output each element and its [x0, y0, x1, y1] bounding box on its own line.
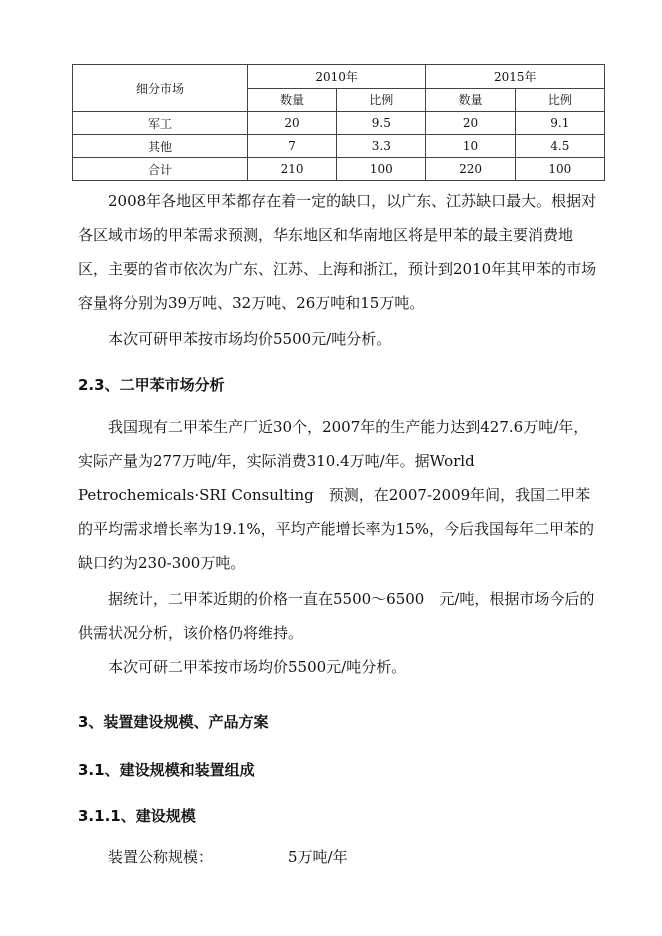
paragraph-toluene-demand: 2008年各地区甲苯都存在着一定的缺口，以广东、江苏缺口最大。根据对各区域市场的甲苯需求预测，华东地区和华南地区将是甲苯的最主要消费地区，主要的省市依次为广东、江苏、上海和浙江，预计到2010年其甲苯的市场容量将分别为39万吨、32万吨、26万吨和15万吨。	[78, 192, 597, 312]
table-row	[73, 112, 605, 135]
section-heading-3-1: 3.1、建设规模和装置组成	[78, 761, 255, 779]
table-cell: 210	[247, 158, 336, 181]
paragraph-xylene-capacity: 我国现有二甲苯生产厂近30个，2007年的生产能力达到427.6万吨/年，实际产量为277万吨/年，实际消费310.4万吨/年。据World Petrochemicals·SRI Consulting 预测，在2007-2009年间，我国二甲苯的平均需求增长率为19.1%，平均产能增长率为15%，今后我国每年二甲苯的缺口约为230-300万吨。	[78, 418, 594, 572]
market-segment-table	[72, 64, 605, 181]
sub-header-ratio: 比例	[515, 88, 604, 112]
section-heading-2-3: 2.3、二甲苯市场分析	[78, 376, 225, 394]
row-label: 军工	[73, 112, 248, 135]
table-cell: 10	[426, 135, 515, 158]
table-cell: 20	[426, 112, 515, 135]
year-header-2010: 2010年	[247, 65, 426, 89]
sub-header-quantity: 数量	[247, 88, 336, 112]
table-cell: 100	[337, 158, 426, 181]
table-row	[73, 158, 605, 181]
table-row	[73, 135, 605, 158]
table-cell: 9.5	[337, 112, 426, 135]
table-cell: 3.3	[337, 135, 426, 158]
table-cell: 9.1	[515, 112, 604, 135]
sub-header-quantity: 数量	[426, 88, 515, 112]
paragraph-toluene-price: 本次可研甲苯按市场均价5500元/吨分析。	[108, 330, 392, 348]
section-heading-3-1-1: 3.1.1、建设规模	[78, 807, 196, 825]
table-cell: 100	[515, 158, 604, 181]
nominal-capacity-label: 装置公称规模：	[108, 848, 214, 866]
sub-header-ratio: 比例	[337, 88, 426, 112]
table-cell: 20	[247, 112, 336, 135]
row-label: 合计	[73, 158, 248, 181]
table-cell: 4.5	[515, 135, 604, 158]
year-header-2015: 2015年	[426, 65, 605, 89]
paragraph-xylene-price-trend: 据统计，二甲苯近期的价格一直在5500～6500 元/吨，根据市场今后的供需状况分析，该价格仍将维持。	[78, 590, 595, 642]
nominal-capacity-value: 5万吨/年	[288, 848, 348, 866]
section-heading-3: 3、装置建设规模、产品方案	[78, 713, 269, 731]
segment-header: 细分市场	[73, 65, 248, 112]
paragraph-xylene-price: 本次可研二甲苯按市场均价5500元/吨分析。	[108, 658, 407, 676]
row-label: 其他	[73, 135, 248, 158]
table-cell: 220	[426, 158, 515, 181]
table-cell: 7	[247, 135, 336, 158]
